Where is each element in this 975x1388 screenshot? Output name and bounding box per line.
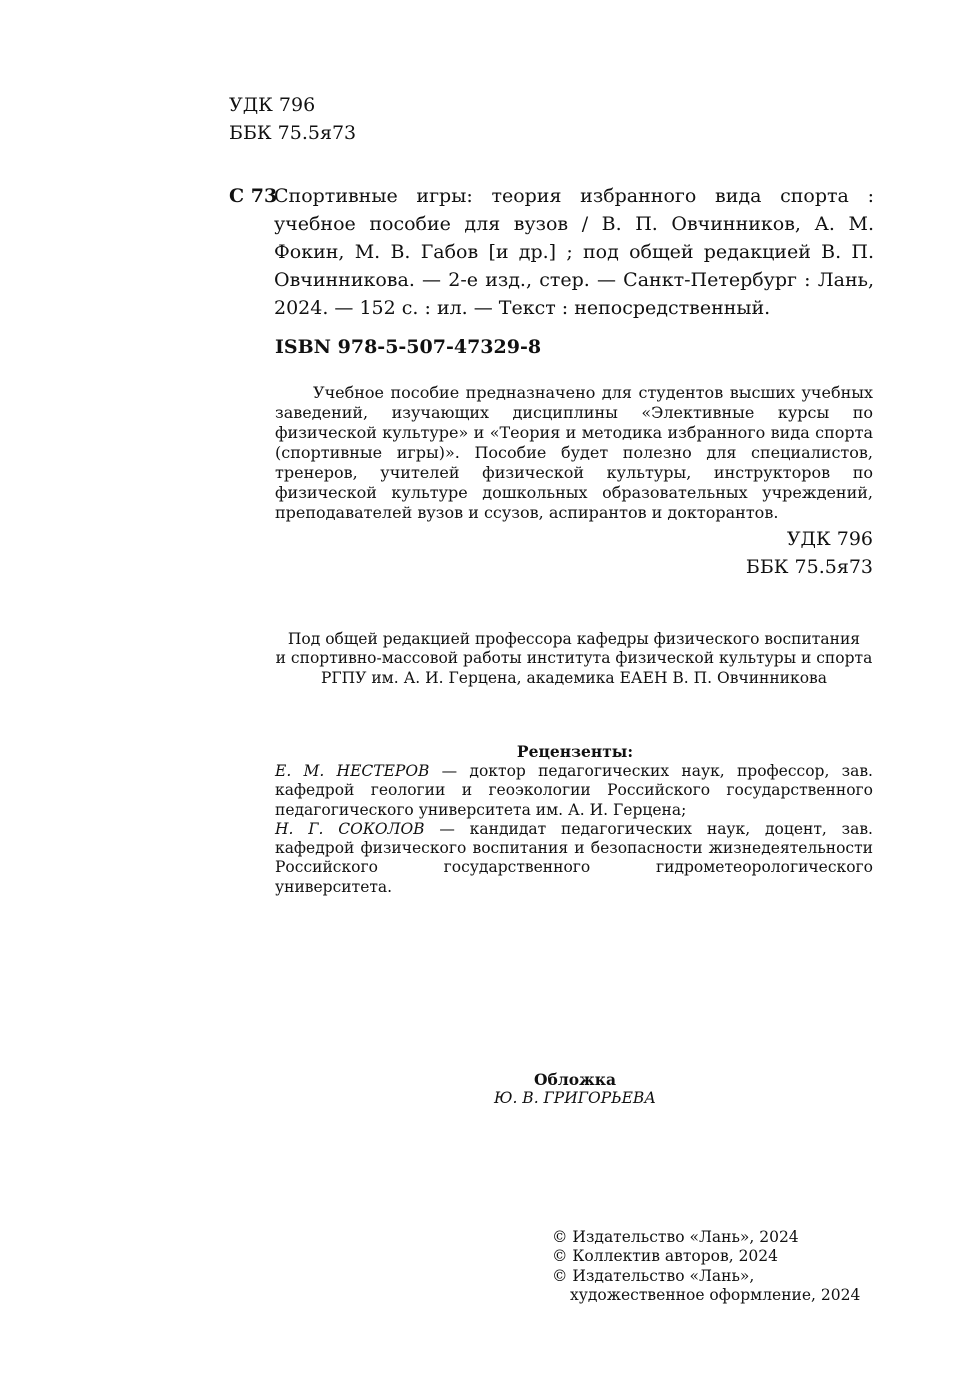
reviewer-entry [275, 762, 873, 820]
editor-line: Под общей редакцией профессора кафедры физического воспитания [287, 630, 861, 648]
cover-label: Обложка [534, 1070, 616, 1089]
annotation [275, 383, 873, 523]
bbk-code: ББК 75.5я73 [229, 122, 357, 144]
reviewer-name: Е. М. НЕСТЕРОВ [275, 762, 430, 780]
cover-artist: Ю. В. ГРИГОРЬЕВА [493, 1089, 657, 1108]
copyright-line: художественное оформление, 2024 [570, 1285, 861, 1304]
copyright-line: © Коллектив авторов, 2024 [552, 1247, 779, 1266]
cover-credit [275, 1070, 875, 1109]
annotation-text: Учебное пособие предназначено для студентов высших учебных заведений, изучающих дисциплины «Элективные курсы по физической культуре» и «Теория и методика избранного вида спорта (спортивные игры)». Пособие будет полезно для специалистов, тренеров, учителей физической культуры, инструкторов по физической культуре дошкольных образовательных учреждений, преподавателей вузов и ссузов, аспирантов и докторантов. [275, 383, 873, 522]
catalog-code: С 73 [229, 185, 278, 207]
editor-note [229, 630, 919, 688]
copyright-block [552, 1228, 860, 1305]
udk-code: УДК 796 [229, 94, 316, 116]
reviewer-description: — кандидат педагогических наук, доцент, зав. кафедрой физического воспитания и безопасности жизнедеятельности Российского государственного гидрометеорологического университета. [275, 819, 873, 896]
bibliographic-record: Спортивные игры: теория избранного вида спорта : учебное пособие для вузов / В. П. Овчинников, А. М. Фокин, М. В. Габов [и др.] ; под общей редакцией В. П. Овчинникова. — 2-е изд., стер. — Санкт-Петербург : Лань, 2024. — 152 с. : ил. — Текст : непосредственный. [274, 185, 874, 319]
reviewers-title: Рецензенты: [516, 742, 634, 761]
copyright-line: © Издательство «Лань», 2024 [552, 1228, 799, 1246]
classification-block-bottom [746, 525, 873, 581]
classification-block [229, 91, 356, 147]
reviewer-description: — доктор педагогических наук, профессор, зав. кафедрой геологии и геоэкологии Российского государственного педагогического университета им. А. И. Герцена; [275, 762, 873, 819]
editor-line: РГПУ им. А. И. Герцена, академика ЕАЕН В. П. Овчинникова [320, 668, 827, 687]
isbn: ISBN 978-5-507-47329-8 [275, 336, 542, 358]
reviewers-list [275, 762, 873, 897]
bbk-code-bottom: ББК 75.5я73 [745, 556, 873, 578]
copyright-line: © Издательство «Лань», [552, 1266, 755, 1285]
udk-code-bottom: УДК 796 [786, 528, 873, 550]
reviewer-entry [275, 820, 873, 897]
reviewer-name: Н. Г. СОКОЛОВ [275, 819, 425, 838]
editor-line: и спортивно-массовой работы института физической культуры и спорта [275, 649, 873, 668]
